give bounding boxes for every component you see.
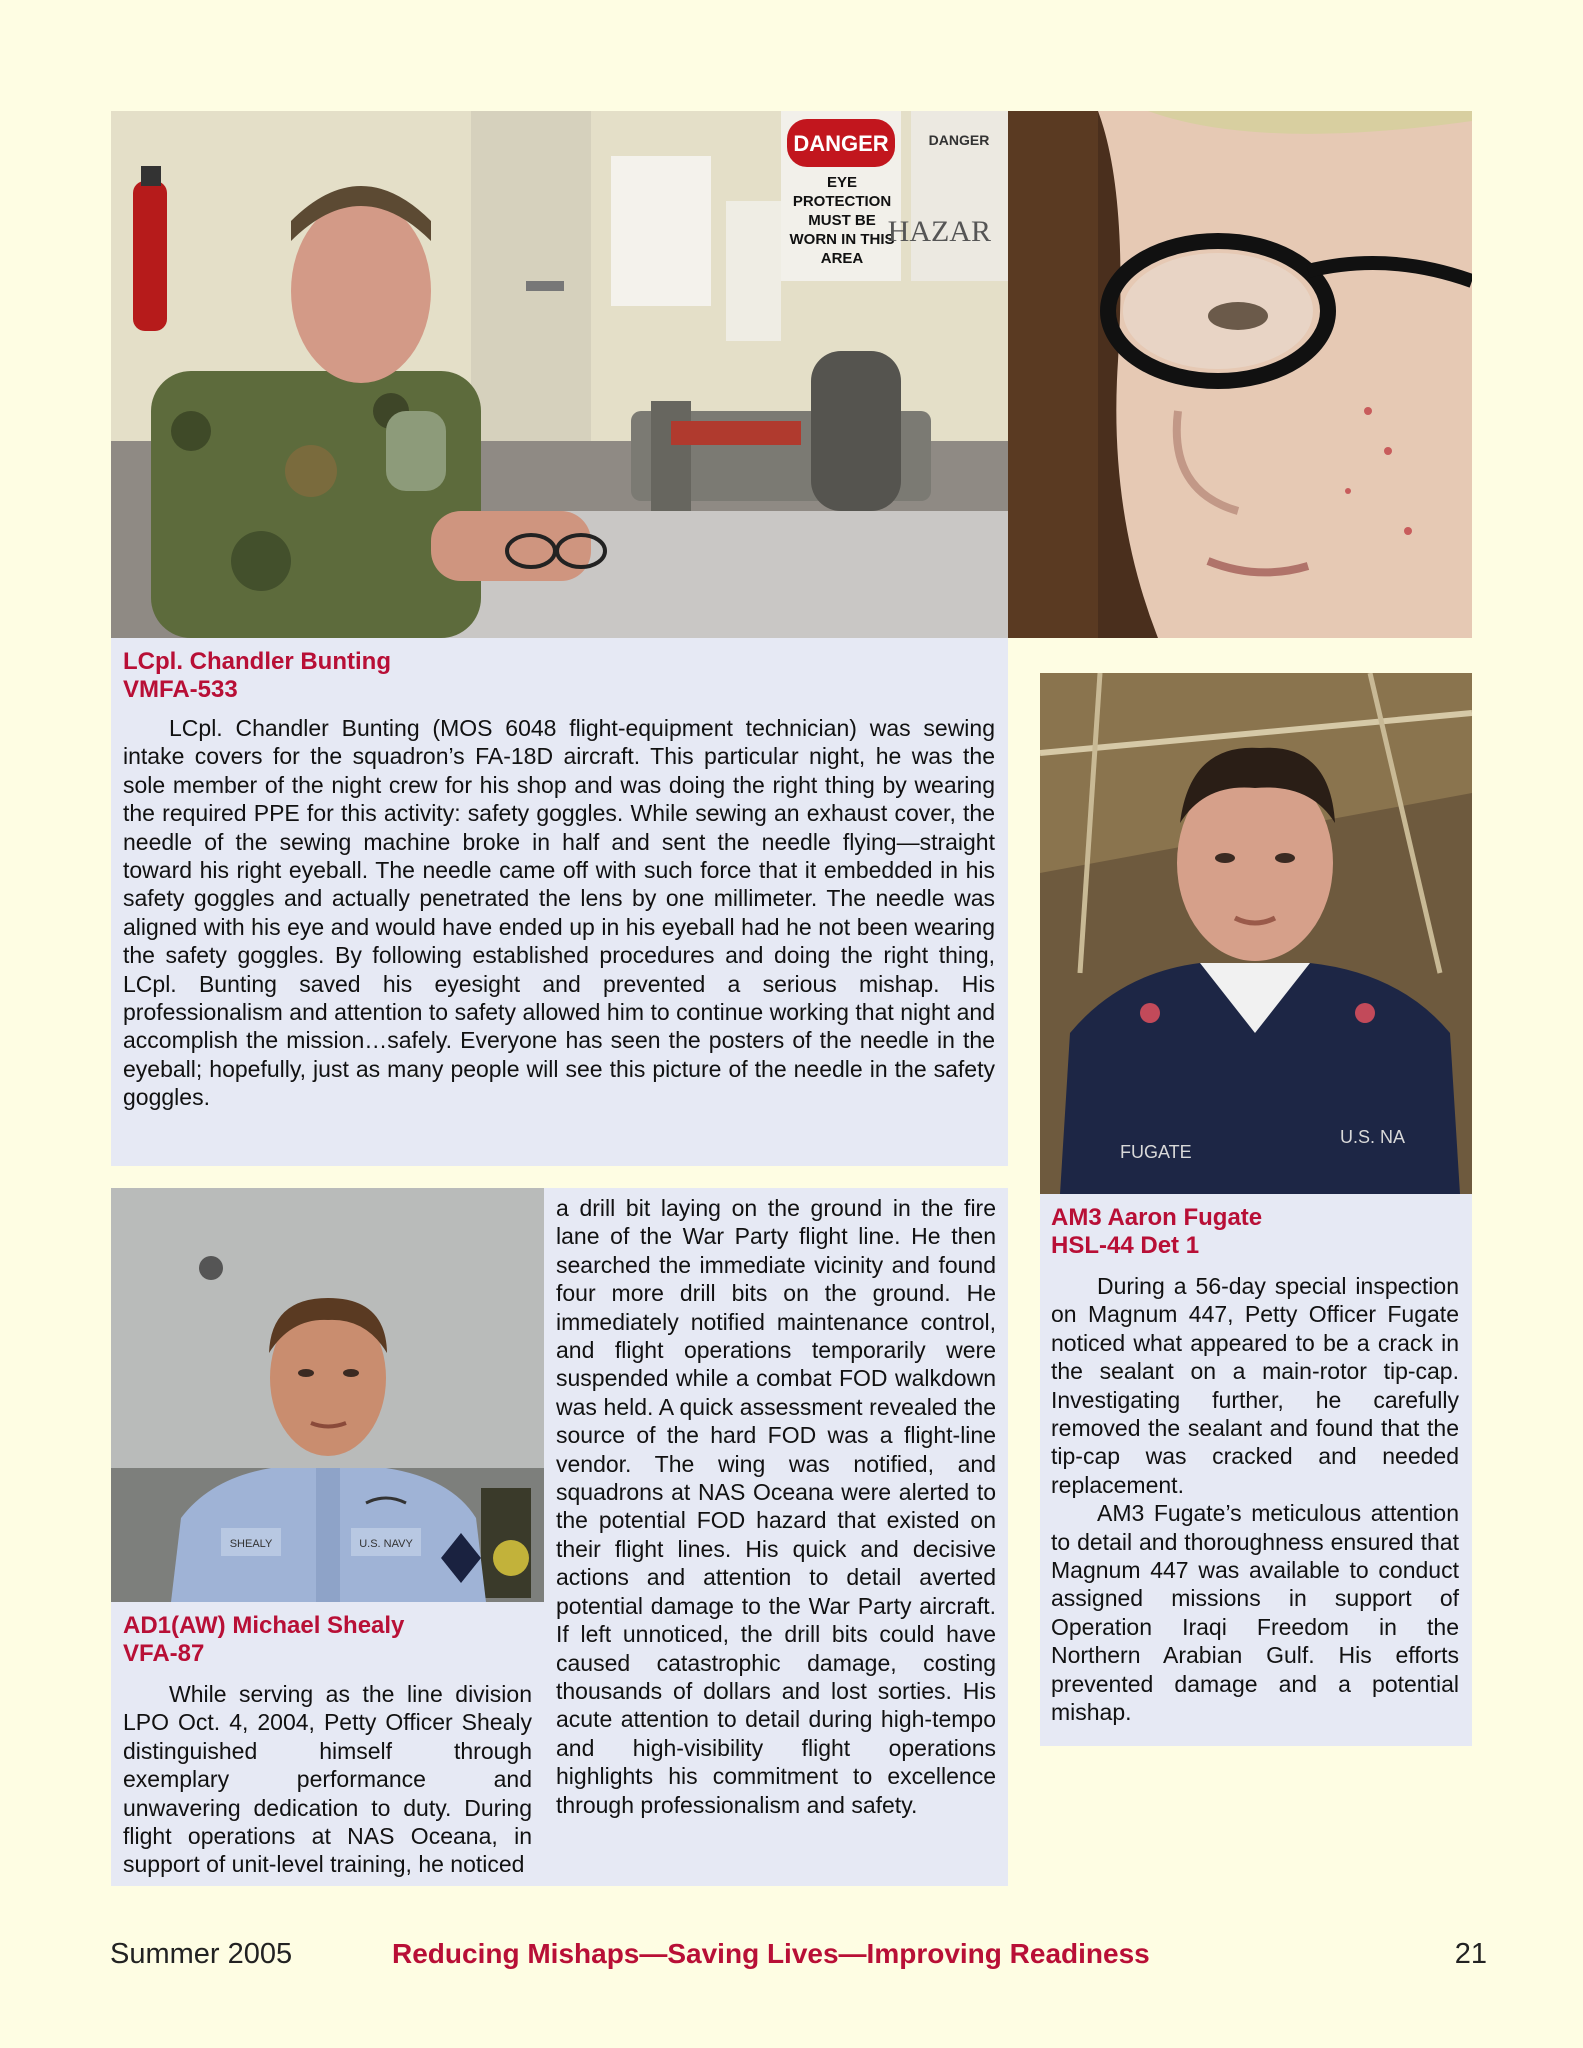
shealy-name: AD1(AW) Michael Shealy <box>123 1612 405 1639</box>
fugate-body <box>1051 1272 1459 1727</box>
footer-issue: Summer 2005 <box>110 1938 293 1970</box>
bunting-name: LCpl. Chandler Bunting <box>123 648 391 675</box>
shealy-photo <box>111 1188 544 1602</box>
bunting-panel <box>111 638 1008 1166</box>
fugate-unit: HSL-44 Det 1 <box>1051 1232 1200 1259</box>
shealy-body-right <box>556 1194 996 1819</box>
sign-eye-protection-text: EYE PROTECTION MUST BE WORN IN THIS AREA <box>789 174 895 267</box>
shealy-tag-name: SHEALY <box>229 1538 273 1550</box>
bunting-photo <box>111 111 1008 638</box>
fugate-tag-us: U.S. NA <box>1340 1127 1406 1147</box>
shealy-tag-us: U.S. NAVY <box>359 1538 413 1550</box>
fugate-tag-name: FUGATE <box>1120 1142 1192 1162</box>
bunting-unit: VMFA-533 <box>123 676 238 703</box>
shealy-paragraph-right: a drill bit laying on the ground in the fire lane of the War Party flight line. He then searched the immediate vicinity and found four more drill bits on the ground. He immediately notified maintenance control, and flight operations temporarily were suspended while a combat FOD walkdown was held. A quick assessment revealed the source of the hard FOD was a flight-line vendor. The wing was notified, and squadrons at NAS Oceana were alerted to the potential FOD hazard that existed on their flight lines. His quick and decisive actions and attention to detail averted potential damage to the War Party aircraft. If left unnoticed, the drill bits could have caused catastrophic damage, costing thousands of dollars and lost sorties. His acute attention to detail during high-tempo and high-visibility flight operations highlights his commitment to excellence through professionalism and safety. <box>556 1195 996 1818</box>
bunting-body <box>123 714 995 1112</box>
shealy-unit: VFA-87 <box>123 1640 205 1667</box>
fugate-panel <box>1040 1194 1472 1746</box>
sign-danger2-text: DANGER <box>928 132 990 148</box>
footer-slogan: Reducing Mishaps—Saving Lives—Improving Readiness <box>392 1938 1150 1969</box>
fugate-name: AM3 Aaron Fugate <box>1051 1204 1263 1231</box>
goggles-closeup-photo <box>1008 111 1472 638</box>
fugate-paragraph-2: AM3 Fugate’s meticulous attention to detail and thoroughness ensured that Magnum 447 was available to conduct assigned missions in support of Operation Iraqi Freedom in the Northern Arabian Gulf. His efforts prevented damage and a potential mishap. <box>1051 1500 1459 1726</box>
sign-danger-text: DANGER <box>793 131 889 156</box>
shealy-body-left <box>123 1680 532 1879</box>
bunting-paragraph: LCpl. Chandler Bunting (MOS 6048 flight-equipment technician) was sewing intake covers for the squadron’s FA-18D aircraft. This particular night, he was the sole member of the night crew for his shop and was doing the right thing by wearing the required PPE for this activity: safety goggles. While sewing an exhaust cover, the needle of the sewing machine broke in half and sent the needle flying—straight toward his right eyeball. The needle came off with such force that it embedded in his safety goggles and actually penetrated the lens by one millimeter. The needle was aligned with his eye and would have ended up in his eyeball had he not been wearing the safety goggles. By following established procedures and doing the right thing, LCpl. Bunting saved his eyesight and prevented a serious mishap. His professionalism and attention to safety allowed him to continue working that night and accomplish the mission…safely. Everyone has seen the posters of the needle in the eyeball; hopefully, just as many people will see this picture of the needle in the safety goggles. <box>123 715 995 1111</box>
footer-page-number: 21 <box>1454 1938 1487 1970</box>
sign-hazard-text: HAZAR <box>887 215 991 248</box>
fugate-paragraph-1: During a 56-day special inspection on Magnum 447, Petty Officer Fugate noticed what appeared to be a crack in the sealant on a main-rotor tip-cap. Investigating further, he carefully removed the sealant and found that the tip-cap was cracked and needed replacement. <box>1051 1273 1459 1498</box>
fugate-photo <box>1040 673 1472 1194</box>
shealy-paragraph-left: While serving as the line division LPO Oct. 4, 2004, Petty Officer Shealy distinguished himself through exemplary performance and unwavering dedication to duty. During flight operations at NAS Oceana, in support of unit-level training, he noticed <box>123 1681 532 1878</box>
